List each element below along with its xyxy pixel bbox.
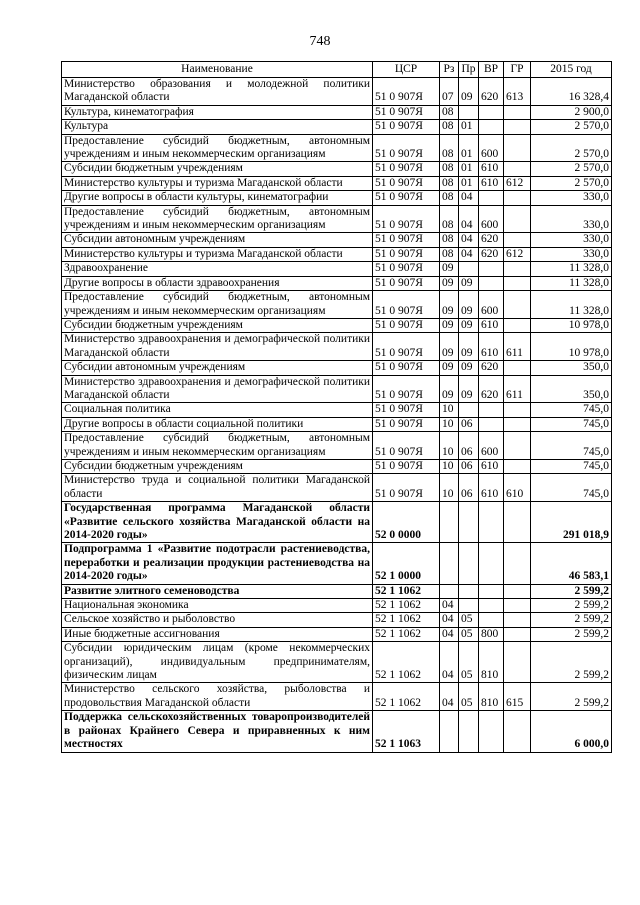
table-row xyxy=(62,627,612,641)
row-name: Развитие элитного семеноводства xyxy=(62,584,373,598)
row-vr xyxy=(479,584,504,598)
row-gr xyxy=(504,262,531,276)
table-row xyxy=(62,105,612,119)
row-amount: 10 978,0 xyxy=(531,318,612,332)
row-rz xyxy=(440,711,459,752)
row-csr: 51 0 907Я xyxy=(373,417,440,431)
row-amount: 350,0 xyxy=(531,361,612,375)
table-row xyxy=(62,584,612,598)
row-rz: 10 xyxy=(440,417,459,431)
header-gr: ГР xyxy=(504,62,531,78)
row-amount: 2 599,2 xyxy=(531,642,612,683)
row-pr: 09 xyxy=(459,375,479,403)
table-row xyxy=(62,233,612,247)
row-vr xyxy=(479,502,504,543)
row-csr: 51 0 907Я xyxy=(373,262,440,276)
table-row xyxy=(62,683,612,711)
row-csr: 51 0 907Я xyxy=(373,361,440,375)
row-vr: 600 xyxy=(479,432,504,460)
row-name: Поддержка сельскохозяйственных товаропроизводителей в районах Крайнего Севера и приравненных к ним местностях xyxy=(62,711,373,752)
row-amount: 745,0 xyxy=(531,459,612,473)
row-csr: 51 0 907Я xyxy=(373,105,440,119)
row-name: Субсидии юридическим лицам (кроме некоммерческих организаций), индивидуальным предпринимателям, физическим лицам xyxy=(62,642,373,683)
row-csr: 52 1 0000 xyxy=(373,543,440,584)
row-pr: 05 xyxy=(459,627,479,641)
table-row xyxy=(62,403,612,417)
table-row xyxy=(62,432,612,460)
row-name: Иные бюджетные ассигнования xyxy=(62,627,373,641)
row-gr: 613 xyxy=(504,78,531,106)
row-pr: 09 xyxy=(459,318,479,332)
row-vr: 620 xyxy=(479,375,504,403)
table-row xyxy=(62,318,612,332)
row-csr: 51 0 907Я xyxy=(373,375,440,403)
table-row xyxy=(62,375,612,403)
row-gr xyxy=(504,134,531,162)
row-name: Субсидии бюджетным учреждениям xyxy=(62,162,373,176)
row-gr: 612 xyxy=(504,176,531,190)
row-amount: 2 570,0 xyxy=(531,134,612,162)
row-rz xyxy=(440,543,459,584)
row-csr: 51 0 907Я xyxy=(373,276,440,290)
row-rz: 08 xyxy=(440,162,459,176)
row-vr: 620 xyxy=(479,78,504,106)
table-header-row xyxy=(62,62,612,78)
row-gr: 612 xyxy=(504,247,531,261)
header-year: 2015 год xyxy=(531,62,612,78)
table-row xyxy=(62,711,612,752)
table-row xyxy=(62,543,612,584)
row-rz: 09 xyxy=(440,291,459,319)
row-amount: 11 328,0 xyxy=(531,262,612,276)
row-vr xyxy=(479,191,504,205)
row-gr xyxy=(504,599,531,613)
row-vr xyxy=(479,120,504,134)
table-row xyxy=(62,361,612,375)
row-gr xyxy=(504,711,531,752)
row-amount: 2 570,0 xyxy=(531,162,612,176)
row-name: Субсидии бюджетным учреждениям xyxy=(62,459,373,473)
row-name: Министерство здравоохранения и демографической политики Магаданской области xyxy=(62,333,373,361)
table-row xyxy=(62,262,612,276)
row-name: Другие вопросы в области культуры, кинематографии xyxy=(62,191,373,205)
row-name: Министерство сельского хозяйства, рыболовства и продовольствия Магаданской области xyxy=(62,683,373,711)
row-csr: 51 0 907Я xyxy=(373,233,440,247)
row-csr: 52 1 1062 xyxy=(373,642,440,683)
row-amount: 330,0 xyxy=(531,247,612,261)
row-amount: 16 328,4 xyxy=(531,78,612,106)
row-name: Культура, кинематография xyxy=(62,105,373,119)
row-pr: 01 xyxy=(459,134,479,162)
header-rz: Рз xyxy=(440,62,459,78)
row-vr: 600 xyxy=(479,134,504,162)
row-vr xyxy=(479,276,504,290)
row-csr: 52 1 1062 xyxy=(373,683,440,711)
row-rz: 09 xyxy=(440,318,459,332)
table-row xyxy=(62,191,612,205)
row-amount: 2 599,2 xyxy=(531,627,612,641)
row-amount: 330,0 xyxy=(531,233,612,247)
row-rz: 07 xyxy=(440,78,459,106)
table-row xyxy=(62,247,612,261)
row-gr xyxy=(504,233,531,247)
row-vr xyxy=(479,599,504,613)
row-pr: 09 xyxy=(459,78,479,106)
row-amount: 745,0 xyxy=(531,432,612,460)
page-number: 748 xyxy=(309,34,331,49)
row-pr: 04 xyxy=(459,247,479,261)
header-vr: ВР xyxy=(479,62,504,78)
row-name: Предоставление субсидий бюджетным, автономным учреждениям и иным некоммерческим организациям xyxy=(62,205,373,233)
row-csr: 51 0 907Я xyxy=(373,247,440,261)
header-csr: ЦСР xyxy=(373,62,440,78)
row-vr: 610 xyxy=(479,474,504,502)
row-pr: 05 xyxy=(459,683,479,711)
row-amount: 330,0 xyxy=(531,191,612,205)
row-pr xyxy=(459,403,479,417)
row-rz: 08 xyxy=(440,247,459,261)
row-pr: 06 xyxy=(459,432,479,460)
row-rz: 04 xyxy=(440,683,459,711)
row-vr xyxy=(479,262,504,276)
row-name: Социальная политика xyxy=(62,403,373,417)
row-vr xyxy=(479,613,504,627)
row-pr: 04 xyxy=(459,205,479,233)
row-csr: 51 0 907Я xyxy=(373,134,440,162)
row-csr: 51 0 907Я xyxy=(373,318,440,332)
row-gr xyxy=(504,502,531,543)
row-amount: 10 978,0 xyxy=(531,333,612,361)
row-rz: 04 xyxy=(440,642,459,683)
row-rz xyxy=(440,584,459,598)
row-csr: 51 0 907Я xyxy=(373,191,440,205)
row-vr: 620 xyxy=(479,361,504,375)
row-gr xyxy=(504,403,531,417)
table-row xyxy=(62,642,612,683)
header-name: Наименование xyxy=(62,62,373,78)
row-pr: 04 xyxy=(459,191,479,205)
row-vr: 620 xyxy=(479,233,504,247)
table-row xyxy=(62,613,612,627)
row-pr: 09 xyxy=(459,276,479,290)
row-gr xyxy=(504,417,531,431)
row-name: Министерство труда и социальной политики Магаданской области xyxy=(62,474,373,502)
row-vr: 610 xyxy=(479,176,504,190)
row-vr xyxy=(479,543,504,584)
row-name: Предоставление субсидий бюджетным, автономным учреждениям и иным некоммерческим организациям xyxy=(62,134,373,162)
row-vr: 620 xyxy=(479,247,504,261)
row-csr: 51 0 907Я xyxy=(373,162,440,176)
row-pr xyxy=(459,599,479,613)
row-pr: 09 xyxy=(459,291,479,319)
table-row xyxy=(62,333,612,361)
row-vr: 600 xyxy=(479,205,504,233)
row-name: Министерство культуры и туризма Магаданской области xyxy=(62,247,373,261)
row-vr: 610 xyxy=(479,459,504,473)
row-pr: 05 xyxy=(459,613,479,627)
row-name: Другие вопросы в области социальной политики xyxy=(62,417,373,431)
row-rz: 08 xyxy=(440,105,459,119)
row-csr: 52 1 1062 xyxy=(373,584,440,598)
row-amount: 6 000,0 xyxy=(531,711,612,752)
row-gr: 610 xyxy=(504,474,531,502)
row-csr: 51 0 907Я xyxy=(373,205,440,233)
row-gr: 611 xyxy=(504,333,531,361)
row-gr xyxy=(504,543,531,584)
row-pr: 06 xyxy=(459,417,479,431)
row-gr xyxy=(504,318,531,332)
row-gr xyxy=(504,432,531,460)
row-amount: 745,0 xyxy=(531,403,612,417)
row-vr: 610 xyxy=(479,162,504,176)
row-gr: 611 xyxy=(504,375,531,403)
row-csr: 51 0 907Я xyxy=(373,291,440,319)
table-row xyxy=(62,176,612,190)
row-pr: 09 xyxy=(459,333,479,361)
row-pr xyxy=(459,262,479,276)
row-rz: 10 xyxy=(440,403,459,417)
row-pr xyxy=(459,711,479,752)
row-pr xyxy=(459,105,479,119)
row-csr: 51 0 907Я xyxy=(373,459,440,473)
row-vr xyxy=(479,417,504,431)
table-row xyxy=(62,291,612,319)
row-name: Министерство культуры и туризма Магаданской области xyxy=(62,176,373,190)
row-name: Сельское хозяйство и рыболовство xyxy=(62,613,373,627)
row-pr xyxy=(459,584,479,598)
row-name: Министерство здравоохранения и демографической политики Магаданской области xyxy=(62,375,373,403)
row-gr: 615 xyxy=(504,683,531,711)
row-rz: 10 xyxy=(440,432,459,460)
row-rz: 08 xyxy=(440,205,459,233)
row-gr xyxy=(504,613,531,627)
row-amount: 2 570,0 xyxy=(531,120,612,134)
row-rz: 04 xyxy=(440,627,459,641)
row-name: Государственная программа Магаданской области «Развитие сельского хозяйства Магаданской области на 2014-2020 годы» xyxy=(62,502,373,543)
row-amount: 745,0 xyxy=(531,417,612,431)
table-row xyxy=(62,474,612,502)
row-csr: 51 0 907Я xyxy=(373,176,440,190)
row-amount: 2 599,2 xyxy=(531,584,612,598)
row-amount: 2 599,2 xyxy=(531,613,612,627)
row-name: Национальная экономика xyxy=(62,599,373,613)
row-gr xyxy=(504,276,531,290)
budget-table xyxy=(61,61,612,753)
row-csr: 52 1 1063 xyxy=(373,711,440,752)
row-rz: 08 xyxy=(440,120,459,134)
row-amount: 2 599,2 xyxy=(531,683,612,711)
row-vr: 800 xyxy=(479,627,504,641)
row-amount: 350,0 xyxy=(531,375,612,403)
row-csr: 51 0 907Я xyxy=(373,120,440,134)
row-gr xyxy=(504,162,531,176)
row-name: Субсидии автономным учреждениям xyxy=(62,233,373,247)
row-rz: 09 xyxy=(440,262,459,276)
table-row xyxy=(62,205,612,233)
row-amount: 291 018,9 xyxy=(531,502,612,543)
row-pr: 06 xyxy=(459,474,479,502)
row-amount: 330,0 xyxy=(531,205,612,233)
row-gr xyxy=(504,105,531,119)
row-name: Предоставление субсидий бюджетным, автономным учреждениям и иным некоммерческим организациям xyxy=(62,432,373,460)
row-csr: 51 0 907Я xyxy=(373,333,440,361)
table-row xyxy=(62,276,612,290)
row-pr: 04 xyxy=(459,233,479,247)
row-pr: 01 xyxy=(459,120,479,134)
row-amount: 2 599,2 xyxy=(531,599,612,613)
row-amount: 11 328,0 xyxy=(531,291,612,319)
row-gr xyxy=(504,120,531,134)
row-vr: 610 xyxy=(479,333,504,361)
row-vr: 810 xyxy=(479,683,504,711)
row-gr xyxy=(504,361,531,375)
row-csr: 51 0 907Я xyxy=(373,403,440,417)
row-rz: 09 xyxy=(440,276,459,290)
row-name: Другие вопросы в области здравоохранения xyxy=(62,276,373,290)
row-csr: 52 1 1062 xyxy=(373,613,440,627)
row-rz: 09 xyxy=(440,361,459,375)
row-pr: 05 xyxy=(459,642,479,683)
row-vr: 810 xyxy=(479,642,504,683)
row-amount: 745,0 xyxy=(531,474,612,502)
row-gr xyxy=(504,459,531,473)
row-name: Министерство образования и молодежной политики Магаданской области xyxy=(62,78,373,106)
row-rz: 04 xyxy=(440,599,459,613)
row-csr: 52 0 0000 xyxy=(373,502,440,543)
row-rz: 10 xyxy=(440,459,459,473)
row-vr: 610 xyxy=(479,318,504,332)
row-rz: 09 xyxy=(440,375,459,403)
row-gr xyxy=(504,191,531,205)
row-rz: 10 xyxy=(440,474,459,502)
row-amount: 2 900,0 xyxy=(531,105,612,119)
row-vr xyxy=(479,711,504,752)
row-name: Субсидии бюджетным учреждениям xyxy=(62,318,373,332)
row-rz: 08 xyxy=(440,176,459,190)
row-gr xyxy=(504,584,531,598)
table-row xyxy=(62,599,612,613)
row-csr: 51 0 907Я xyxy=(373,78,440,106)
row-pr: 01 xyxy=(459,176,479,190)
row-pr xyxy=(459,543,479,584)
table-body xyxy=(62,78,612,753)
row-rz: 08 xyxy=(440,233,459,247)
row-rz: 09 xyxy=(440,333,459,361)
table-row xyxy=(62,162,612,176)
row-pr xyxy=(459,502,479,543)
table-row xyxy=(62,134,612,162)
row-name: Подпрограмма 1 «Развитие подотрасли растениеводства, переработки и реализации продукции растениеводства на 2014-2020 годы» xyxy=(62,543,373,584)
row-csr: 51 0 907Я xyxy=(373,474,440,502)
row-rz xyxy=(440,502,459,543)
row-amount: 2 570,0 xyxy=(531,176,612,190)
row-name: Здравоохранение xyxy=(62,262,373,276)
table-row xyxy=(62,120,612,134)
row-csr: 51 0 907Я xyxy=(373,432,440,460)
row-csr: 52 1 1062 xyxy=(373,627,440,641)
row-name: Культура xyxy=(62,120,373,134)
row-vr: 600 xyxy=(479,291,504,319)
row-rz: 08 xyxy=(440,134,459,162)
row-gr xyxy=(504,627,531,641)
row-rz: 04 xyxy=(440,613,459,627)
row-name: Предоставление субсидий бюджетным, автономным учреждениям и иным некоммерческим организациям xyxy=(62,291,373,319)
row-amount: 46 583,1 xyxy=(531,543,612,584)
table-row xyxy=(62,417,612,431)
header-pr: Пр xyxy=(459,62,479,78)
row-vr xyxy=(479,105,504,119)
row-csr: 52 1 1062 xyxy=(373,599,440,613)
table-row xyxy=(62,502,612,543)
row-pr: 09 xyxy=(459,361,479,375)
row-gr xyxy=(504,642,531,683)
row-gr xyxy=(504,291,531,319)
row-vr xyxy=(479,403,504,417)
row-name: Субсидии автономным учреждениям xyxy=(62,361,373,375)
table-row xyxy=(62,459,612,473)
row-pr: 06 xyxy=(459,459,479,473)
row-gr xyxy=(504,205,531,233)
row-amount: 11 328,0 xyxy=(531,276,612,290)
row-pr: 01 xyxy=(459,162,479,176)
row-rz: 08 xyxy=(440,191,459,205)
table-row xyxy=(62,78,612,106)
